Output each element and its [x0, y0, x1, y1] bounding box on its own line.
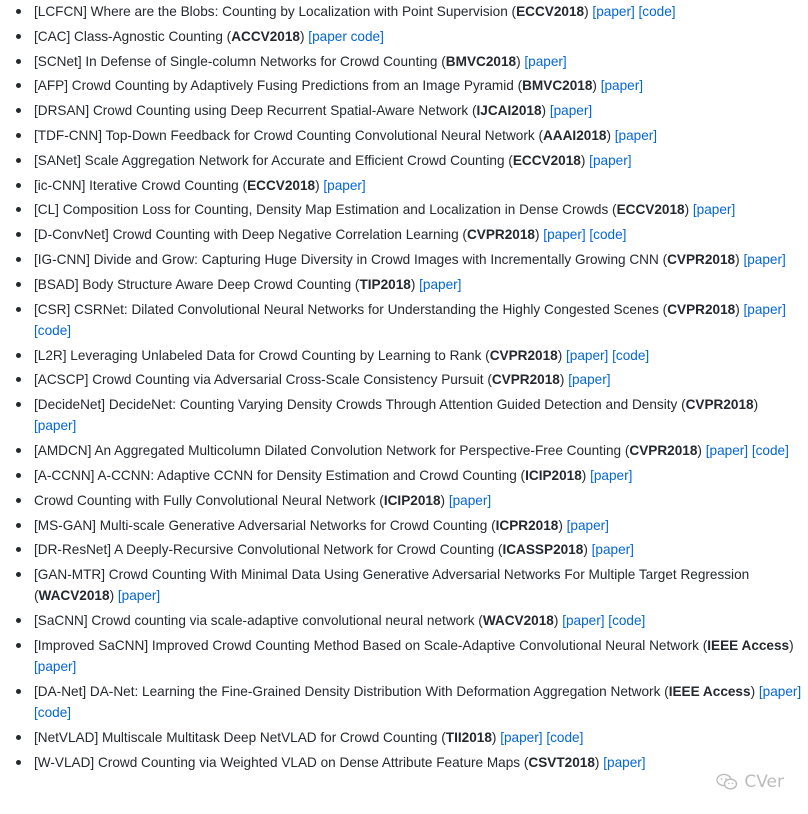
- paper-link[interactable]: [paper]: [600, 78, 644, 94]
- venue-label: CVPR2018: [489, 347, 558, 363]
- method-tag-label: GAN-MTR: [37, 567, 102, 583]
- list-item: [SCNet] In Defense of Single-column Networks for Crowd Counting (BMVC2018) [paper]: [34, 51, 808, 72]
- method-tag-label: DA-Net: [37, 683, 83, 699]
- watermark-text: CVer: [744, 772, 784, 792]
- venue-label: ECCV2018: [516, 4, 585, 19]
- code-link[interactable]: [code]: [34, 705, 72, 721]
- venue-label: ICIP2018: [525, 467, 582, 483]
- method-tag: [A-CCNN]: [34, 467, 95, 483]
- venue-label: WACV2018: [482, 613, 554, 629]
- method-tag-label: LCFCN: [37, 4, 84, 19]
- venue-label: CVPR2018: [466, 227, 535, 243]
- list-item: [BSAD] Body Structure Aware Deep Crowd Counting (TIP2018) [paper]: [34, 274, 808, 295]
- venue-label: TIP2018: [359, 276, 411, 292]
- list-item: [DRSAN] Crowd Counting using Deep Recurrent Spatial-Aware Network (IJCAI2018) [paper]: [34, 100, 808, 121]
- venue-label: ECCV2018: [512, 152, 581, 168]
- paper-link[interactable]: [paper]: [566, 347, 609, 363]
- paper-link[interactable]: [paper]: [592, 4, 635, 19]
- venue-label: IEEE Access: [668, 683, 751, 699]
- venue-label: CVPR2018: [667, 301, 736, 317]
- method-tag: [BSAD]: [34, 276, 79, 292]
- list-item: [ic-CNN] Iterative Crowd Counting (ECCV2018) [paper]: [34, 175, 808, 196]
- paper-title: An Aggregated Multicolumn Dilated Convolution Network for Perspective-Free Counting: [94, 443, 622, 459]
- paper-title: Scale Aggregation Network for Accurate and Efficient Crowd Counting: [84, 152, 505, 168]
- paper-title: Crowd Counting with Deep Negative Correlation Learning: [112, 227, 459, 243]
- method-tag: [DecideNet]: [34, 397, 106, 413]
- paper-title: DA-Net: Learning the Fine-Grained Density Distribution With Deformation Aggregation Network: [89, 683, 661, 699]
- code-link[interactable]: [code]: [751, 443, 789, 459]
- method-tag-label: Improved SaCNN: [37, 637, 145, 653]
- venue-label: ICPR2018: [495, 517, 559, 533]
- paper-title: Crowd Counting With Minimal Data Using Generative Adversarial Networks For Multiple Target Regression: [108, 567, 750, 583]
- code-link[interactable]: [code]: [612, 347, 650, 363]
- venue-label: CVPR2018: [629, 443, 698, 459]
- wechat-icon: [716, 773, 738, 791]
- paper-title: Top-Down Feedback for Crowd Counting Convolutional Neural Network: [105, 127, 535, 143]
- paper-link[interactable]: [paper]: [524, 53, 567, 69]
- method-tag-label: W-VLAD: [37, 754, 91, 770]
- venue-label: CSVT2018: [528, 754, 595, 770]
- method-tag-label: AMDCN: [37, 443, 88, 459]
- list-item: [GAN-MTR] Crowd Counting With Minimal Data Using Generative Adversarial Networks For Multiple Target Regression (WACV2018) [paper]: [34, 564, 808, 606]
- paper-list: [0, 1, 808, 773]
- paper-title: Crowd Counting by Adaptively Fusing Predictions from an Image Pyramid: [71, 78, 514, 94]
- paper-link[interactable]: [paper]: [323, 177, 366, 193]
- paper-link[interactable]: [paper]: [543, 227, 586, 243]
- method-tag: [ic-CNN]: [34, 177, 86, 193]
- paper-link[interactable]: [paper]: [448, 492, 492, 508]
- paper-code-link[interactable]: [paper code]: [308, 28, 384, 44]
- method-tag: [AFP]: [34, 78, 68, 94]
- list-item: [MS-GAN] Multi-scale Generative Adversarial Networks for Crowd Counting (ICPR2018) [paper]: [34, 515, 808, 536]
- venue-label: CVPR2018: [491, 372, 560, 388]
- paper-link[interactable]: [paper]: [758, 683, 802, 699]
- paper-title: Divide and Grow: Capturing Huge Diversity in Crowd Images with Incrementally Growing CNN: [93, 251, 659, 267]
- list-item: [AFP] Crowd Counting by Adaptively Fusing Predictions from an Image Pyramid (BMVC2018) [paper]: [34, 75, 808, 96]
- list-item: [W-VLAD] Crowd Counting via Weighted VLAD on Dense Attribute Feature Maps (CSVT2018) [paper]: [34, 752, 808, 773]
- list-item: [AMDCN] An Aggregated Multicolumn Dilated Convolution Network for Perspective-Free Counting (CVPR2018) [paper] [code]: [34, 440, 808, 461]
- method-tag: [L2R]: [34, 347, 67, 363]
- venue-label: AAAI2018: [542, 127, 607, 143]
- paper-link[interactable]: [paper]: [549, 103, 593, 119]
- list-item: [L2R] Leveraging Unlabeled Data for Crowd Counting by Learning to Rank (CVPR2018) [paper] [code]: [34, 345, 808, 366]
- list-item: [SaCNN] Crowd counting via scale-adaptive convolutional neural network (WACV2018) [paper] [code]: [34, 610, 808, 631]
- paper-link[interactable]: [paper]: [34, 659, 77, 675]
- method-tag: [Improved SaCNN]: [34, 637, 149, 653]
- method-tag: [CL]: [34, 202, 59, 218]
- venue-label: CVPR2018: [685, 397, 754, 413]
- method-tag-label: ACSCP: [37, 372, 85, 388]
- method-tag: [SANet]: [34, 152, 81, 168]
- venue-label: ICASSP2018: [502, 542, 584, 558]
- list-item: [CSR] CSRNet: Dilated Convolutional Neural Networks for Understanding the Highly Congested Scenes (CVPR2018) [paper] [code]: [34, 299, 808, 341]
- paper-title: Crowd Counting using Deep Recurrent Spatial-Aware Network: [92, 103, 469, 119]
- paper-title: Crowd Counting via Adversarial Cross-Scale Consistency Pursuit: [92, 372, 484, 388]
- paper-title: Leveraging Unlabeled Data for Crowd Counting by Learning to Rank: [70, 347, 482, 363]
- paper-title: DecideNet: Counting Varying Density Crowds Through Attention Guided Detection and Density: [108, 397, 678, 413]
- venue-label: BMVC2018: [522, 78, 593, 94]
- venue-label: WACV2018: [38, 588, 110, 604]
- method-tag: [AMDCN]: [34, 443, 92, 459]
- code-link[interactable]: [code]: [638, 4, 676, 19]
- method-tag: [IG-CNN]: [34, 251, 90, 267]
- method-tag-label: SCNet: [37, 53, 78, 69]
- method-tag: [DRSAN]: [34, 103, 90, 119]
- list-item: [DecideNet] DecideNet: Counting Varying Density Crowds Through Attention Guided Detection and Density (CVPR2018) [paper]: [34, 394, 808, 436]
- method-tag-label: TDF-CNN: [37, 127, 99, 143]
- method-tag: [MS-GAN]: [34, 517, 96, 533]
- list-item: [D-ConvNet] Crowd Counting with Deep Negative Correlation Learning (CVPR2018) [paper] [code]: [34, 224, 808, 245]
- method-tag: [GAN-MTR]: [34, 567, 105, 583]
- list-item: [A-CCNN] A-CCNN: Adaptive CCNN for Density Estimation and Crowd Counting (ICIP2018) [paper]: [34, 465, 808, 486]
- list-item: [CL] Composition Loss for Counting, Density Map Estimation and Localization in Dense Crowds (ECCV2018) [paper]: [34, 199, 808, 220]
- venue-label: IEEE Access: [707, 637, 790, 653]
- method-tag: [D-ConvNet]: [34, 227, 109, 243]
- paper-link[interactable]: [paper]: [566, 517, 609, 533]
- paper-link[interactable]: [paper]: [568, 372, 611, 388]
- list-item: [Improved SaCNN] Improved Crowd Counting Method Based on Scale-Adaptive Convolutional Neural Network (IEEE Access) [paper]: [34, 635, 808, 677]
- method-tag-label: CAC: [37, 28, 67, 44]
- code-link[interactable]: [code]: [546, 729, 584, 745]
- paper-title: Body Structure Aware Deep Crowd Counting: [82, 276, 352, 292]
- list-item: [NetVLAD] Multiscale Multitask Deep NetVLAD for Crowd Counting (TII2018) [paper] [code]: [34, 727, 808, 748]
- paper-title: Class-Agnostic Counting: [74, 28, 223, 44]
- paper-title: A-CCNN: Adaptive CCNN for Density Estimation and Crowd Counting: [97, 467, 517, 483]
- list-item: [ACSCP] Crowd Counting via Adversarial Cross-Scale Consistency Pursuit (CVPR2018) [paper]: [34, 369, 808, 390]
- paper-title: Where are the Blobs: Counting by Localization with Point Supervision: [90, 4, 508, 19]
- method-tag: [TDF-CNN]: [34, 127, 102, 143]
- list-item: [IG-CNN] Divide and Grow: Capturing Huge Diversity in Crowd Images with Incrementally Growing CNN (CVPR2018) [paper]: [34, 249, 808, 270]
- paper-link[interactable]: [paper]: [419, 276, 462, 292]
- method-tag-label: DecideNet: [37, 397, 102, 413]
- method-tag-label: L2R: [37, 347, 63, 363]
- paper-link[interactable]: [paper]: [117, 588, 161, 604]
- code-link[interactable]: [code]: [34, 322, 72, 338]
- paper-title: Multiscale Multitask Deep NetVLAD for Crowd Counting: [102, 729, 438, 745]
- method-tag: [CAC]: [34, 28, 71, 44]
- list-item: [CAC] Class-Agnostic Counting (ACCV2018) [paper code]: [34, 26, 808, 47]
- paper-title: A Deeply-Recursive Convolutional Network for Crowd Counting: [114, 542, 495, 558]
- paper-title: Multi-scale Generative Adversarial Networks for Crowd Counting: [99, 517, 488, 533]
- method-tag-label: CL: [37, 202, 56, 218]
- paper-link[interactable]: [paper]: [692, 202, 736, 218]
- venue-label: ICIP2018: [383, 492, 441, 508]
- method-tag: [SaCNN]: [34, 613, 88, 629]
- paper-link[interactable]: [paper]: [34, 418, 77, 434]
- method-tag-label: D-ConvNet: [37, 227, 106, 243]
- paper-link[interactable]: [paper]: [614, 127, 658, 143]
- venue-label: TII2018: [445, 729, 492, 745]
- paper-title: In Defense of Single-column Networks for Crowd Counting: [85, 53, 438, 69]
- method-tag-label: SANet: [37, 152, 78, 168]
- paper-title: CSRNet: Dilated Convolutional Neural Networks for Understanding the Highly Congested Scenes: [74, 301, 659, 317]
- paper-link[interactable]: [paper]: [500, 729, 543, 745]
- method-tag-label: ic-CNN: [37, 177, 82, 193]
- paper-link[interactable]: [paper]: [743, 251, 786, 267]
- paper-title: Improved Crowd Counting Method Based on Scale-Adaptive Convolutional Neural Network: [151, 637, 699, 653]
- paper-link[interactable]: [paper]: [705, 443, 749, 459]
- paper-link[interactable]: [paper]: [590, 467, 633, 483]
- method-tag: [DA-Net]: [34, 683, 87, 699]
- venue-label: ECCV2018: [247, 177, 316, 193]
- method-tag: [NetVLAD]: [34, 729, 99, 745]
- list-item: [SANet] Scale Aggregation Network for Accurate and Efficient Crowd Counting (ECCV2018) [paper]: [34, 150, 808, 171]
- paper-title: Crowd counting via scale-adaptive convolutional neural network: [91, 613, 475, 629]
- method-tag: [SCNet]: [34, 53, 82, 69]
- list-item: [LCFCN] Where are the Blobs: Counting by Localization with Point Supervision (ECCV2018) [paper] [code]: [34, 1, 808, 22]
- watermark: [716, 772, 784, 792]
- venue-label: BMVC2018: [445, 53, 517, 69]
- paper-link[interactable]: [paper]: [562, 613, 605, 629]
- paper-link[interactable]: [paper]: [743, 301, 786, 317]
- method-tag: [CSR]: [34, 301, 71, 317]
- method-tag-label: IG-CNN: [37, 251, 87, 267]
- paper-title: Crowd Counting with Fully Convolutional Neural Network: [34, 492, 376, 508]
- list-item: Crowd Counting with Fully Convolutional Neural Network (ICIP2018) [paper]: [34, 490, 808, 511]
- venue-label: IJCAI2018: [476, 103, 542, 119]
- venue-label: CVPR2018: [667, 251, 736, 267]
- list-item: [DA-Net] DA-Net: Learning the Fine-Grained Density Distribution With Deformation Aggregation Network (IEEE Access) [paper][code]: [34, 681, 808, 723]
- method-tag-label: DRSAN: [37, 103, 86, 119]
- method-tag-label: CSR: [37, 301, 67, 317]
- paper-link[interactable]: [paper]: [603, 754, 646, 770]
- method-tag: [DR-ResNet]: [34, 542, 112, 558]
- method-tag: [LCFCN]: [34, 4, 87, 19]
- method-tag: [W-VLAD]: [34, 754, 95, 770]
- method-tag-label: NetVLAD: [37, 729, 95, 745]
- code-link[interactable]: [code]: [608, 613, 646, 629]
- code-link[interactable]: [code]: [589, 227, 627, 243]
- paper-title: Composition Loss for Counting, Density Map Estimation and Localization in Dense Crowds: [62, 202, 609, 218]
- list-item: [TDF-CNN] Top-Down Feedback for Crowd Counting Convolutional Neural Network (AAAI2018) [paper]: [34, 125, 808, 146]
- venue-label: ECCV2018: [616, 202, 685, 218]
- paper-title: Crowd Counting via Weighted VLAD on Dense Attribute Feature Maps: [97, 754, 521, 770]
- paper-link[interactable]: [paper]: [591, 542, 634, 558]
- method-tag-label: BSAD: [37, 276, 75, 292]
- list-item: [DR-ResNet] A Deeply-Recursive Convolutional Network for Crowd Counting (ICASSP2018) [paper]: [34, 539, 808, 560]
- paper-title: Iterative Crowd Counting: [89, 177, 239, 193]
- paper-link[interactable]: [paper]: [589, 152, 632, 168]
- method-tag-label: DR-ResNet: [37, 542, 108, 558]
- method-tag: [ACSCP]: [34, 372, 89, 388]
- method-tag-label: A-CCNN: [37, 467, 91, 483]
- venue-label: ACCV2018: [231, 28, 300, 44]
- method-tag-label: MS-GAN: [37, 517, 93, 533]
- method-tag-label: SaCNN: [37, 613, 84, 629]
- method-tag-label: AFP: [37, 78, 65, 94]
